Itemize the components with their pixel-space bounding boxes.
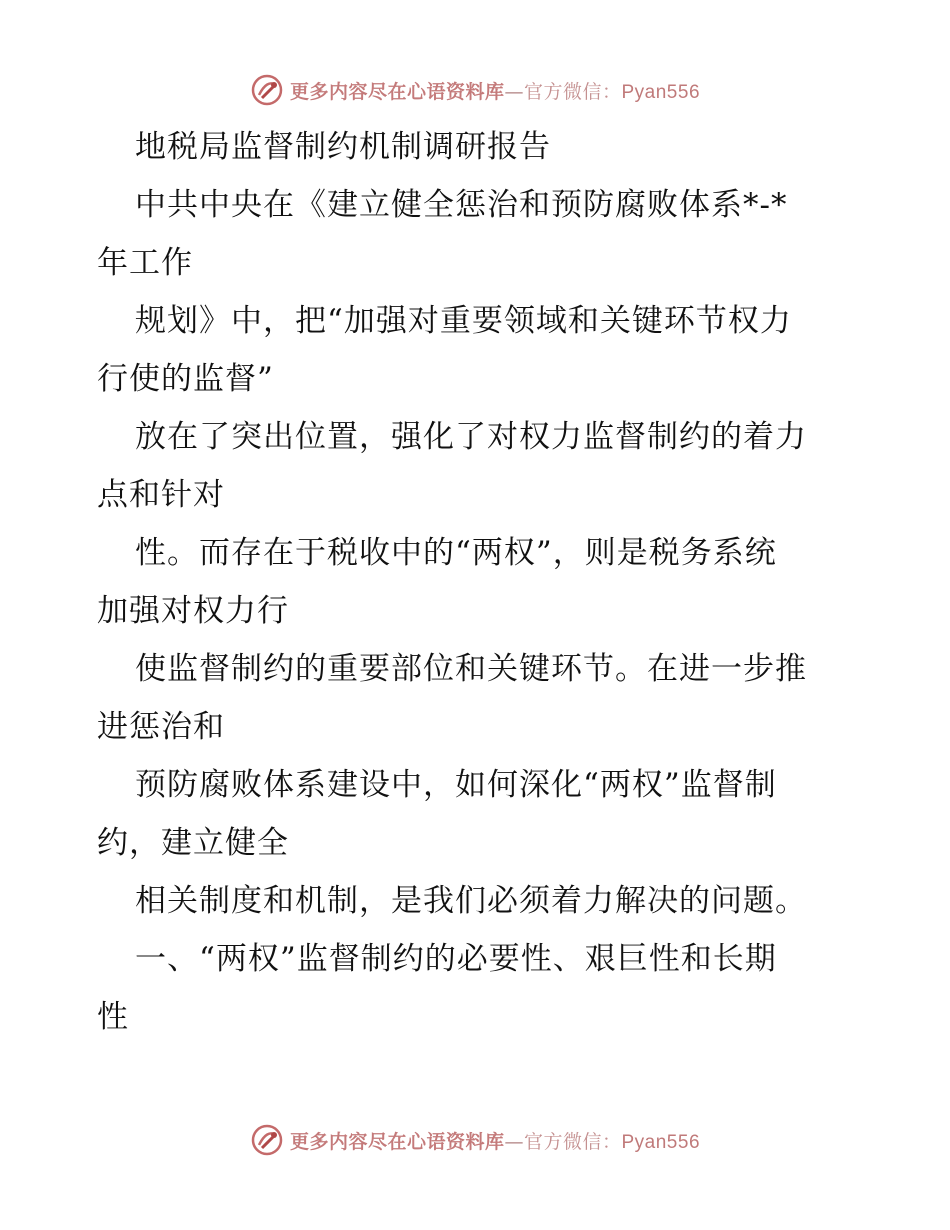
header-banner	[0, 70, 950, 110]
paragraph-line: 行使的监督”	[97, 361, 274, 397]
paragraph-line: 年工作	[97, 245, 193, 281]
brand-logo-icon	[250, 73, 284, 107]
section-heading: 一、“两权”监督制约的必要性、艰巨性和长期	[135, 941, 777, 977]
document-body	[97, 118, 857, 1046]
paragraph-line: 中共中央在《建立健全惩治和预防腐败体系*-*	[135, 187, 788, 223]
banner-label: 官方微信：	[523, 80, 622, 103]
paragraph-line: 性。而存在于税收中的“两权”，则是税务系统	[135, 535, 777, 571]
banner-text	[290, 1127, 700, 1154]
section-heading-continued: 性	[97, 999, 129, 1035]
banner-separator: —	[504, 80, 524, 103]
document-title: 地税局监督制约机制调研报告	[135, 129, 551, 165]
banner-site-text: 更多内容尽在心语资料库	[289, 80, 505, 103]
paragraph-line: 放在了突出位置，强化了对权力监督制约的着力	[135, 419, 807, 455]
brand-logo-icon	[250, 1123, 284, 1157]
banner-text	[290, 77, 700, 104]
banner-label: 官方微信：	[523, 1130, 622, 1153]
banner-separator: —	[504, 1130, 524, 1153]
paragraph-line: 使监督制约的重要部位和关键环节。在进一步推	[135, 651, 807, 687]
paragraph-line: 进惩治和	[97, 709, 225, 745]
paragraph-line: 加强对权力行	[97, 593, 289, 629]
paragraph-line: 相关制度和机制，是我们必须着力解决的问题。	[135, 883, 807, 919]
paragraph-line: 规划》中，把“加强对重要领域和关键环节权力	[135, 303, 792, 339]
banner-site-text: 更多内容尽在心语资料库	[289, 1130, 505, 1153]
banner-wechat-id: Pyan556	[621, 81, 701, 103]
footer-banner	[0, 1120, 950, 1160]
paragraph-line: 点和针对	[97, 477, 225, 513]
banner-wechat-id: Pyan556	[621, 1131, 701, 1153]
paragraph-line: 预防腐败体系建设中，如何深化“两权”监督制	[135, 767, 777, 803]
paragraph-line: 约，建立健全	[97, 825, 289, 861]
